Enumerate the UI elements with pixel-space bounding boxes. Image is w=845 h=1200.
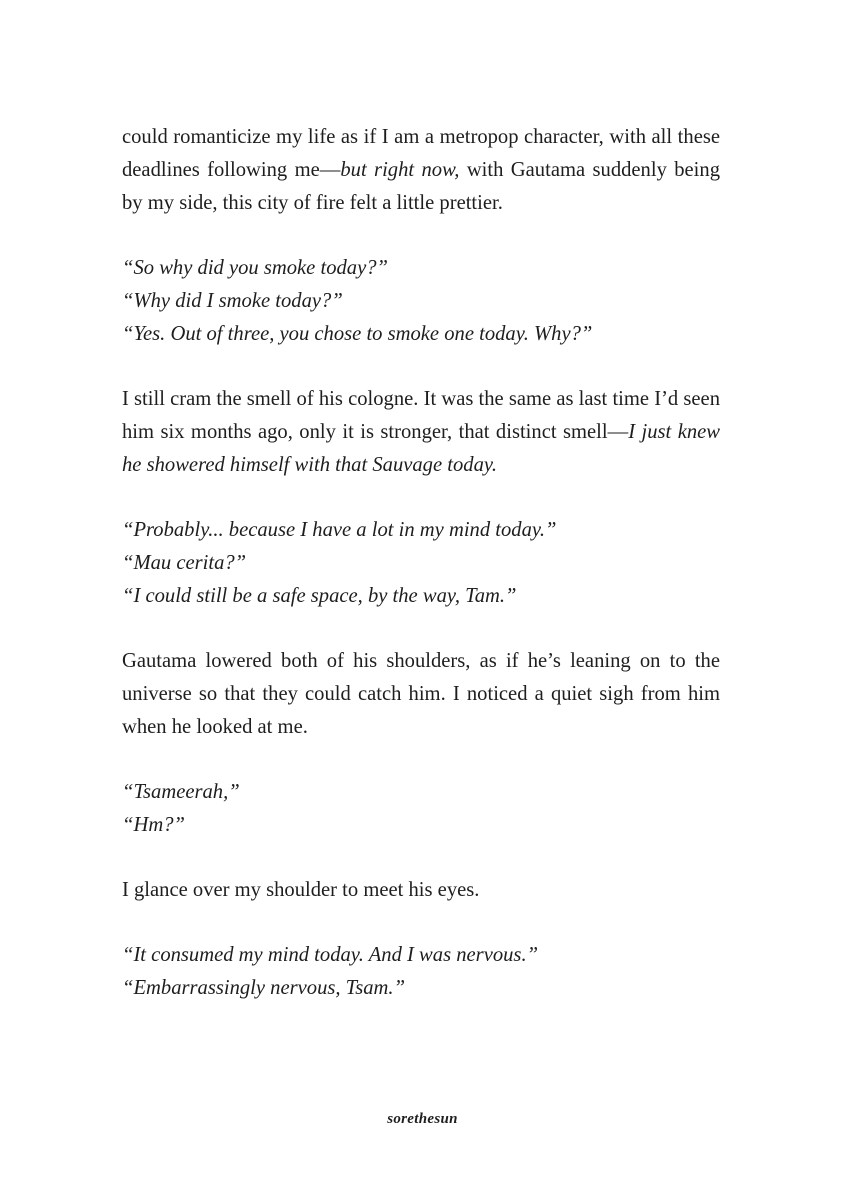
dialogue-line: “Tsameerah,” bbox=[122, 781, 240, 803]
dialogue-1 bbox=[122, 252, 720, 351]
paragraph-3-line-3: when he looked at me. bbox=[122, 716, 308, 738]
paragraph-3 bbox=[122, 645, 720, 744]
dialogue-line: “So why did you smoke today?” bbox=[122, 257, 388, 279]
author-signature: sorethesun bbox=[387, 1111, 458, 1127]
dialogue-line: “Probably... because I have a lot in my mind today.” bbox=[122, 519, 557, 541]
paragraph-1-line-2 bbox=[122, 154, 720, 187]
dialogue-line: “Why did I smoke today?” bbox=[122, 290, 343, 312]
paragraph-2-line-2-start: him six months ago, only it is stronger, that distinct smell— bbox=[122, 421, 629, 443]
dialogue-4 bbox=[122, 939, 720, 1005]
dialogue-line: “Yes. Out of three, you chose to smoke one today. Why?” bbox=[122, 323, 593, 345]
dialogue-line: “Embarrassingly nervous, Tsam.” bbox=[122, 977, 406, 999]
dialogue-line: “Hm?” bbox=[122, 814, 185, 836]
paragraph-3-line-1: Gautama lowered both of his shoulders, as if he’s leaning on to the bbox=[122, 650, 720, 672]
paragraph-2-line-2 bbox=[122, 416, 720, 449]
paragraph-1-line-2-start: deadlines following me— bbox=[122, 159, 341, 181]
paragraph-2 bbox=[122, 383, 720, 482]
paragraph-1-line-2-end: with Gautama suddenly being bbox=[459, 159, 720, 181]
dialogue-line: “It consumed my mind today. And I was nervous.” bbox=[122, 944, 539, 966]
paragraph-1-italic-phrase: but right now, bbox=[340, 159, 460, 181]
paragraph-1-line-1: could romanticize my life as if I am a metropop character, with all these bbox=[122, 126, 720, 148]
dialogue-2 bbox=[122, 514, 720, 613]
story-page bbox=[122, 121, 720, 1005]
paragraph-2-line-3: he showered himself with that Sauvage today. bbox=[122, 454, 498, 476]
dialogue-line: “Mau cerita?” bbox=[122, 552, 247, 574]
paragraph-1 bbox=[122, 121, 720, 220]
paragraph-4-line-1: I glance over my shoulder to meet his eyes. bbox=[122, 879, 480, 901]
paragraph-4 bbox=[122, 874, 720, 907]
paragraph-2-italic-phrase: I just knew bbox=[628, 421, 721, 443]
paragraph-2-line-1: I still cram the smell of his cologne. It was the same as last time I’d seen bbox=[122, 388, 720, 410]
paragraph-3-line-2: universe so that they could catch him. I noticed a quiet sigh from him bbox=[122, 683, 720, 705]
paragraph-1-line-3: by my side, this city of fire felt a little prettier. bbox=[122, 192, 503, 214]
dialogue-3 bbox=[122, 776, 720, 842]
dialogue-line: “I could still be a safe space, by the way, Tam.” bbox=[122, 585, 517, 607]
